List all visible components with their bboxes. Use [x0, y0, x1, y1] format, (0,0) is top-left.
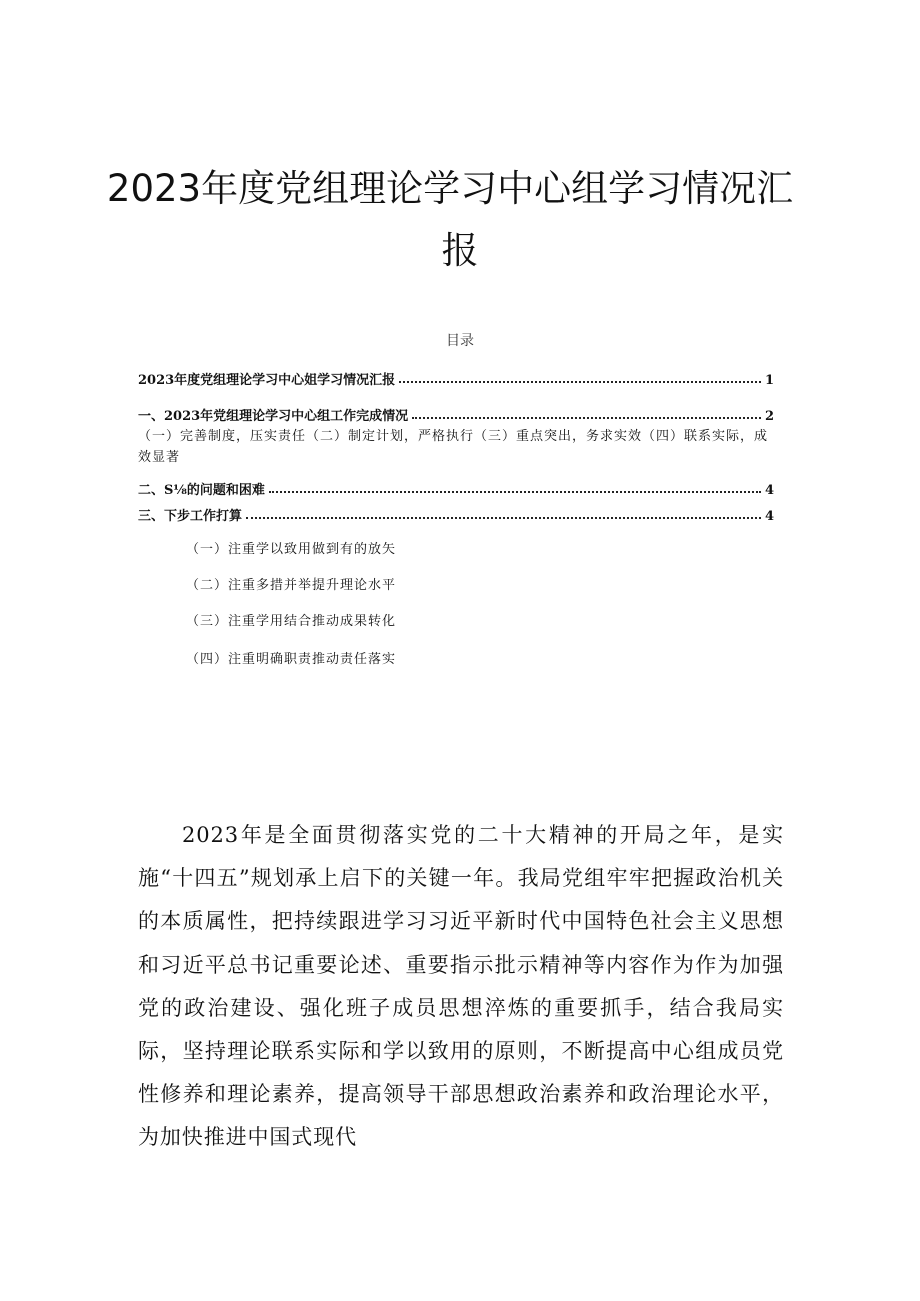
toc-leader-dots — [246, 516, 761, 519]
toc-plan-item[interactable]: （四）注重明确职责推动责任落实 — [186, 652, 397, 667]
document-title-line-1: 2023年度党组理论学习中心组学习情况汇 — [106, 167, 794, 210]
toc-entry[interactable] — [138, 504, 774, 524]
toc-entry[interactable] — [138, 478, 774, 498]
toc-entry-label: 一、2023年党组理论学习中心组工作完成情况 — [138, 409, 409, 424]
body-paragraph: 2023年是全面贯彻落实党的二十大精神的开局之年，是实施“十四五”规划承上启下的关键一年。我局党组牢牢把握政治机关的本质属性，把持续跟进学习习近平新时代中国特色社会主义思想和习近平总书记重要论述、重要指示批示精神等内容作为作为加强党的政治建设、强化班子成员思想淬炼的重要抓手，结合我局实际，坚持理论联系实际和学以致用的原则，不断提高中心组成员党性修养和理论素养，提高领导干部思想政治素养和政治理论水平，为加快推进中国式现代 — [138, 823, 784, 1150]
toc-plan-item[interactable]: （二）注重多措并举提升理论水平 — [186, 578, 397, 593]
toc-entry-page: 1 — [764, 373, 774, 388]
toc-entry-page: 2 — [764, 409, 774, 424]
toc-entry-label: 二、S⅛的问题和困难 — [138, 483, 265, 498]
document-title-line-2: 报 — [441, 229, 479, 272]
toc-entry-page: 4 — [764, 483, 774, 498]
toc-entry-page: 4 — [764, 509, 774, 524]
toc-leader-dots — [399, 380, 761, 383]
toc-sub-entry[interactable]: （一）完善制度，压实责任（二）制定计划，严格执行（三）重点突出，务求实效（四）联系实际，成效显著 — [138, 429, 769, 465]
toc-plan-item[interactable]: （一）注重学以致用做到有的放矢 — [186, 542, 397, 557]
toc-entry[interactable] — [138, 368, 774, 388]
toc-heading: 目录 — [446, 333, 474, 349]
toc-plan-item[interactable]: （三）注重学用结合推动成果转化 — [186, 614, 397, 629]
toc-leader-dots — [412, 416, 761, 419]
toc-entry-label: 2023年度党组理论学习中心姐学习情况汇报 — [138, 373, 396, 388]
toc-leader-dots — [269, 490, 761, 493]
toc-entry[interactable] — [138, 404, 774, 424]
toc-entry-label: 三、下步工作打算 — [138, 509, 243, 524]
